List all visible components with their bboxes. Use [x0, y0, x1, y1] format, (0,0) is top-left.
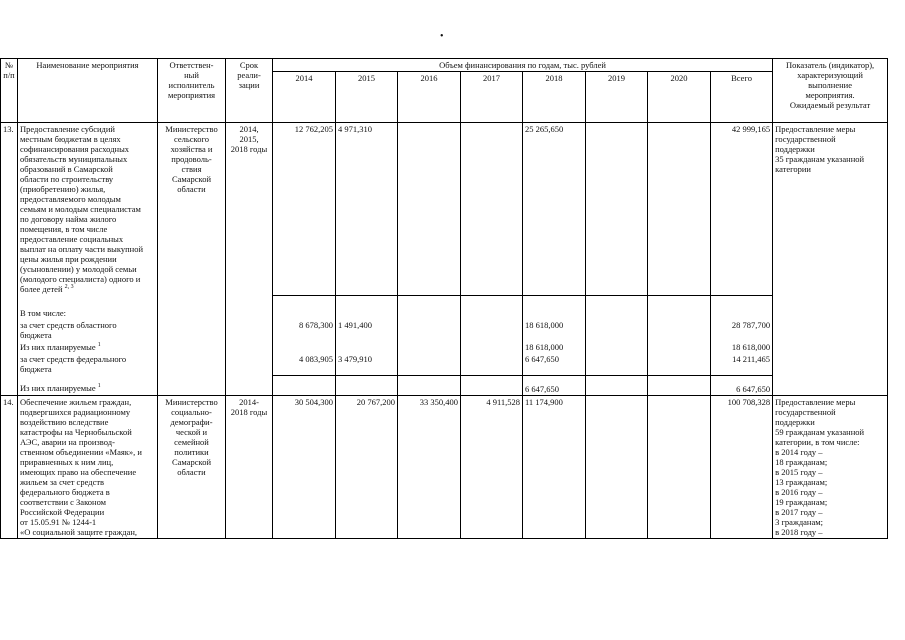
measure-executor: Министерство сельского хозяйства и продоволь- ствия Самарской области	[158, 123, 226, 296]
footnote-ref: 1	[97, 342, 101, 349]
funding-table	[0, 58, 888, 539]
header-year: 2014	[273, 72, 336, 123]
value-total: 6 647,650	[711, 375, 773, 395]
value-2016	[398, 123, 461, 296]
measure-name: Предоставление субсидий местным бюджетам в целях софинансирования расходных обязательств муниципальных образований в Самарской области по строительству (приобретению) жилья, предоставляемого молодым семьям и молодым специалистам по договору найма жилого помещения, в том числе предоставление социальных выплат на оплату части выкупной цены жилья при рождении (усыновлении) у молодой семьи (молодого специалиста) одного и более детей $^{2, 3}$	[18, 123, 158, 296]
header-year: 2018	[523, 72, 586, 123]
header-row-top	[1, 59, 888, 72]
measure-executor: Министерство социально- демографи- ческой и семейной политики Самарской области	[158, 395, 226, 538]
federal-planned-label: Из них планируемые $^1$	[18, 375, 158, 395]
header-total: Всего	[711, 72, 773, 123]
value-2020	[648, 395, 711, 538]
value-2014: 12 762,205	[273, 123, 336, 296]
value-2015: 4 971,310	[336, 123, 398, 296]
measure-term: 2014, 2015, 2018 годы	[226, 123, 273, 296]
including-label: В том числе:	[18, 295, 158, 319]
value-total: 42 999,165	[711, 123, 773, 296]
header-year: 2020	[648, 72, 711, 123]
table-row-federal-planned	[1, 375, 888, 395]
value-total: 18 618,000	[711, 341, 773, 353]
header-year: 2017	[461, 72, 523, 123]
table-row-regional	[1, 319, 888, 341]
value-2018: 25 265,650	[523, 123, 586, 296]
value-2014: 8 678,300	[273, 319, 336, 341]
regional-label: за счет средств областного бюджета	[18, 319, 158, 341]
measure-indicator: Предоставление меры государственной поддержки 59 гражданам указанной категории, в том числе: в 2014 году – 18 гражданам; в 2015 году – 13 гражданам; в 2016 году – 19 гражданам; в 2017 году – 3 гражданам; в 2018 году –	[773, 395, 888, 538]
value-2015: 3 479,910	[336, 353, 398, 375]
value-2015: 20 767,200	[336, 395, 398, 538]
top-mark: •	[440, 31, 444, 42]
value-total: 100 708,328	[711, 395, 773, 538]
value-2020	[648, 123, 711, 296]
value-2019	[586, 123, 648, 296]
header-year: 2015	[336, 72, 398, 123]
measure-term: 2014- 2018 годы	[226, 395, 273, 538]
footnote-ref: 1	[97, 383, 101, 390]
header-term: Срок реали- зации	[226, 59, 273, 123]
value-2017	[461, 123, 523, 296]
value-2014: 4 083,905	[273, 353, 336, 375]
value-2014: 30 504,300	[273, 395, 336, 538]
value-2018: 11 174,900	[523, 395, 586, 538]
table-row-13	[1, 123, 888, 296]
measure-name: Обеспечение жильем граждан, подвергшихся радиационному воздействию вследствие катастрофы на Чернобыльской АЭС, аварии на производ- ственном объединении «Маяк», и приравненных к ним лиц, имеющих право на обеспечение жильем за счет средств федерального бюджета в соответствии с Законом Российской Федерации от 15.05.91 № 1244-1 «О социальной защите граждан,	[18, 395, 158, 538]
value-total: 14 211,465	[711, 353, 773, 375]
value-2018: 18 618,000	[523, 341, 586, 353]
header-indicator: Показатель (индикатор), характеризующий выполнение мероприятия. Ожидаемый результат	[773, 59, 888, 123]
value-2018: 18 618,000	[523, 319, 586, 341]
row-number: 14.	[1, 395, 18, 538]
header-year: 2016	[398, 72, 461, 123]
footnote-ref: 2, 3	[64, 284, 74, 291]
value-2019	[586, 395, 648, 538]
value-2017: 4 911,528	[461, 395, 523, 538]
table-row-14	[1, 395, 888, 538]
federal-label: за счет средств федерального бюджета	[18, 353, 158, 375]
header-no: № п/п	[1, 59, 18, 123]
header-executor: Ответствен- ный исполнитель мероприятия	[158, 59, 226, 123]
measure-indicator: Предоставление меры государственной поддержки 35 гражданам указанной категории	[773, 123, 888, 296]
table-row-including	[1, 295, 888, 319]
row-number: 13.	[1, 123, 18, 296]
value-total: 28 787,700	[711, 319, 773, 341]
value-2018: 6 647,650	[523, 353, 586, 375]
regional-planned-label: Из них планируемые $^1$	[18, 341, 158, 353]
header-name: Наименование мероприятия	[18, 59, 158, 123]
header-funding: Объем финансирования по годам, тыс. рублей	[273, 59, 773, 72]
value-2015: 1 491,400	[336, 319, 398, 341]
table-row-regional-planned	[1, 341, 888, 353]
value-2016: 33 350,400	[398, 395, 461, 538]
header-year: 2019	[586, 72, 648, 123]
table-row-federal	[1, 353, 888, 375]
value-2018: 6 647,650	[523, 375, 586, 395]
